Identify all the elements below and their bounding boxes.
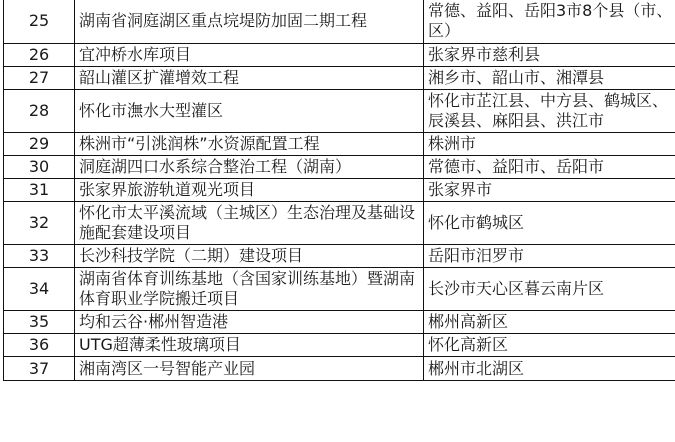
row-index: 36: [4, 334, 75, 357]
table-row: [4, 268, 675, 311]
project-name: 湖南省洞庭湖区重点垸堤防加固二期工程: [75, 0, 424, 44]
row-index: 29: [4, 133, 75, 156]
project-name: 湖南省体育训练基地（含国家训练基地）暨湖南体育职业学院搬迁项目: [75, 268, 424, 311]
table-row: [4, 357, 675, 381]
row-index: 33: [4, 245, 75, 268]
project-location: 怀化高新区: [424, 334, 675, 357]
project-name: 怀化市潕水大型灌区: [75, 90, 424, 133]
project-name: UTG超薄柔性玻璃项目: [75, 334, 424, 357]
row-index: 27: [4, 67, 75, 90]
row-index: 31: [4, 179, 75, 202]
project-location: 张家界市慈利县: [424, 44, 675, 67]
project-location: 郴州市北湖区: [424, 357, 675, 381]
row-index: 25: [4, 0, 75, 44]
project-location: 湘乡市、韶山市、湘潭县: [424, 67, 675, 90]
project-location: 长沙市天心区暮云南片区: [424, 268, 675, 311]
table-row: [4, 67, 675, 90]
project-name: 长沙科技学院（二期）建设项目: [75, 245, 424, 268]
project-location: 怀化市鹤城区: [424, 202, 675, 245]
project-table-page: [3, 0, 671, 381]
project-location: 郴州高新区: [424, 311, 675, 334]
row-index: 26: [4, 44, 75, 67]
row-index: 35: [4, 311, 75, 334]
project-location: 常德市、益阳市、岳阳市: [424, 156, 675, 179]
project-location: 株洲市: [424, 133, 675, 156]
table-row: [4, 90, 675, 133]
table-row: [4, 334, 675, 357]
project-location: 常德、益阳、岳阳3市8个县（市、区）: [424, 0, 675, 44]
project-name: 怀化市太平溪流域（主城区）生态治理及基础设施配套建设项目: [75, 202, 424, 245]
project-name: 宜冲桥水库项目: [75, 44, 424, 67]
project-location: 怀化市芷江县、中方县、鹤城区、辰溪县、麻阳县、洪江市: [424, 90, 675, 133]
project-name: 均和云谷·郴州智造港: [75, 311, 424, 334]
row-index: 30: [4, 156, 75, 179]
table-row: [4, 202, 675, 245]
table-row: [4, 179, 675, 202]
table-row: [4, 44, 675, 67]
table-row: [4, 245, 675, 268]
table-row: [4, 156, 675, 179]
project-name: 韶山灌区扩灌增效工程: [75, 67, 424, 90]
table-row: [4, 311, 675, 334]
row-index: 32: [4, 202, 75, 245]
row-index: 28: [4, 90, 75, 133]
project-location: 岳阳市汨罗市: [424, 245, 675, 268]
project-name: 张家界旅游轨道观光项目: [75, 179, 424, 202]
table-row: [4, 0, 675, 44]
project-name: 洞庭湖四口水系综合整治工程（湖南）: [75, 156, 424, 179]
row-index: 37: [4, 357, 75, 381]
project-name: 株洲市“引洮润株”水资源配置工程: [75, 133, 424, 156]
project-location: 张家界市: [424, 179, 675, 202]
row-index: 34: [4, 268, 75, 311]
table-row: [4, 133, 675, 156]
project-table: [3, 0, 675, 381]
project-name: 湘南湾区一号智能产业园: [75, 357, 424, 381]
